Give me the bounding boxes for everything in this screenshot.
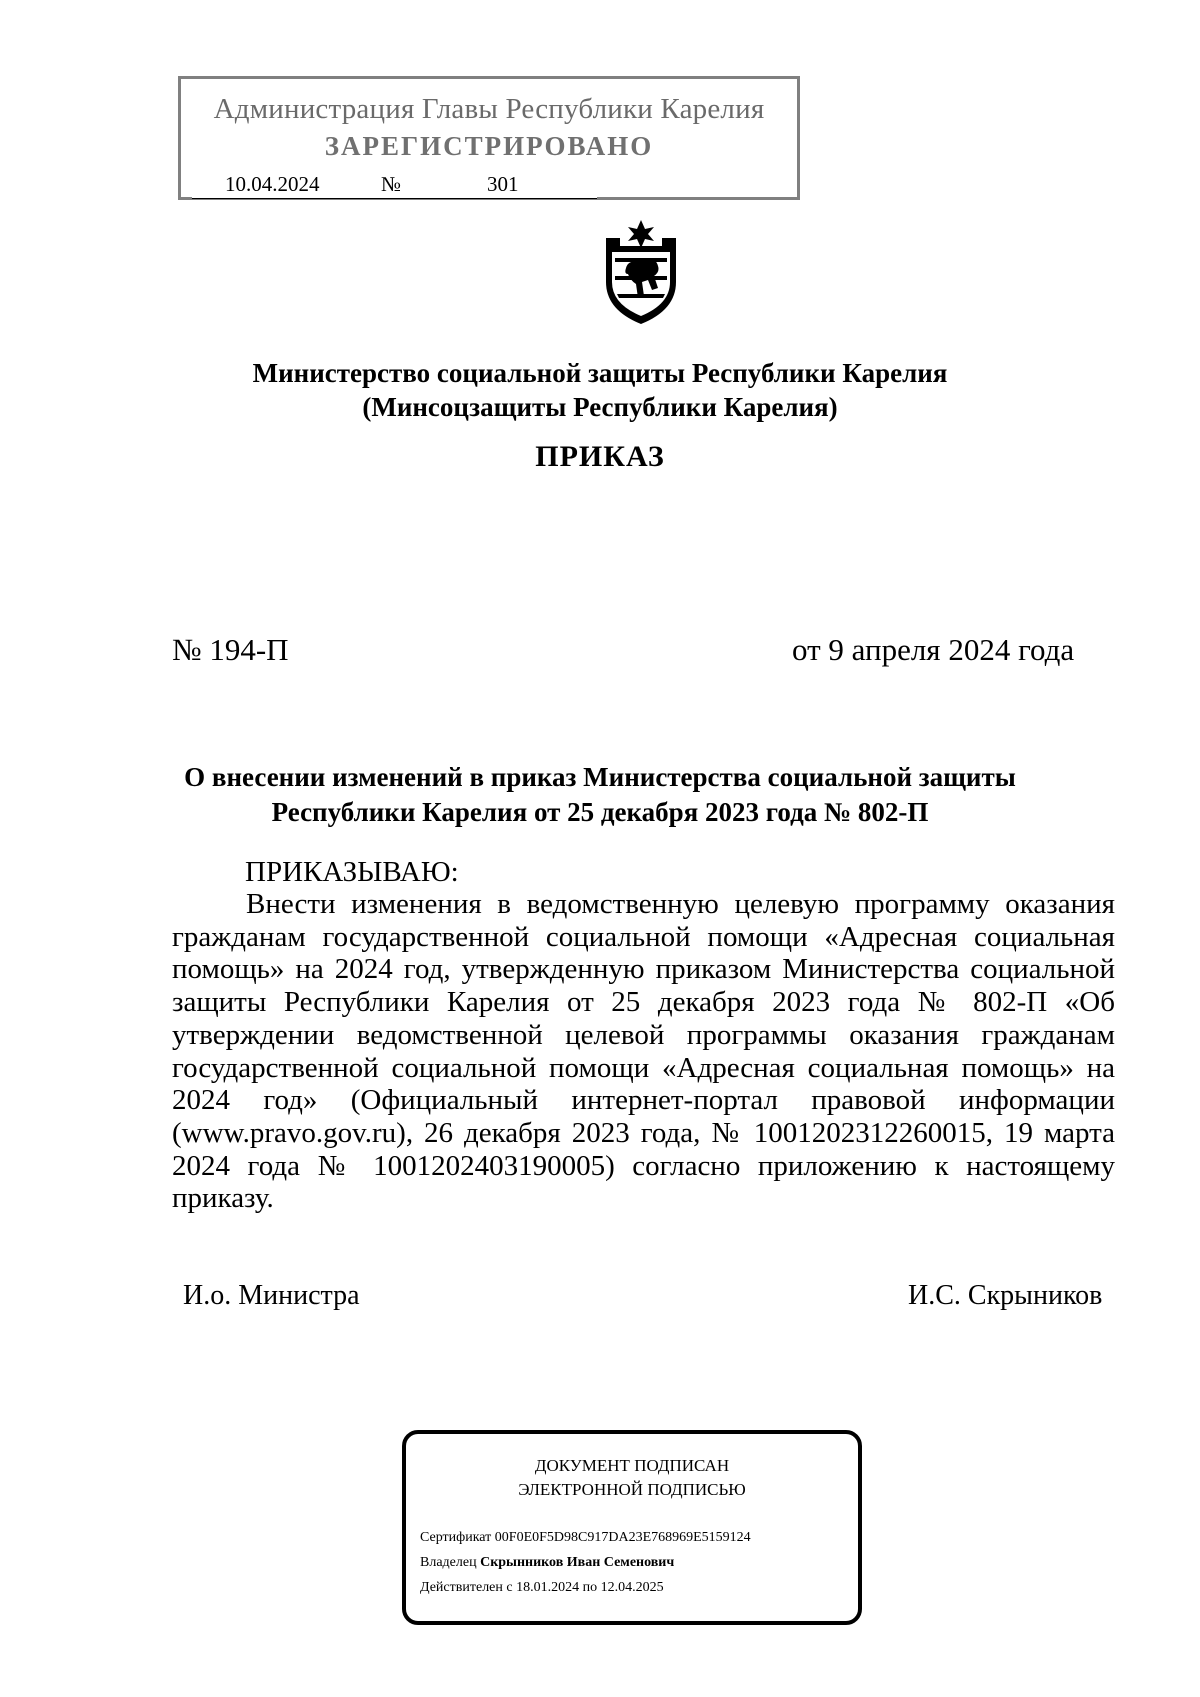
electronic-signature-stamp — [402, 1430, 862, 1625]
stamp-status: ЗАРЕГИСТРИРОВАНО — [324, 131, 654, 161]
esig-line-1: ДОКУМЕНТ ПОДПИСАН — [534, 1456, 730, 1475]
esig-certificate-row — [420, 1530, 751, 1546]
valid-from: 18.01.2024 — [516, 1580, 580, 1595]
subject-line-1: О внесении изменений в приказ Министерства социальной защиты — [184, 762, 1016, 792]
valid-label: Действителен — [420, 1580, 503, 1595]
valid-from-prefix: с — [506, 1580, 513, 1595]
certificate-label: Сертификат — [420, 1530, 492, 1545]
owner-value: Скрынников Иван Семенович — [480, 1555, 675, 1570]
registration-date-row — [192, 172, 597, 199]
registration-number: 301 — [487, 172, 519, 196]
esig-line-2: ЭЛЕКТРОННОЙ ПОДПИСЬЮ — [518, 1480, 746, 1499]
certificate-value: 00F0E0F5D98C917DA23E768969E5159124 — [494, 1530, 751, 1545]
stamp-authority: Администрация Главы Республики Карелия — [213, 93, 765, 125]
karelia-coat-of-arms-icon — [598, 218, 684, 328]
registration-date: 10.04.2024 — [225, 172, 320, 196]
owner-label: Владелец — [420, 1555, 477, 1570]
signatory-name: И.С. Скрыников — [908, 1280, 1103, 1311]
order-date: от 9 апреля 2024 года — [792, 632, 1075, 667]
registration-number-sign: № — [381, 172, 402, 196]
organization-header — [0, 356, 1200, 424]
valid-to-prefix: по — [582, 1580, 598, 1595]
organization-name: Министерство социальной защиты Республики Карелия — [252, 358, 948, 388]
order-subject — [0, 760, 1200, 830]
order-number: № 194-П — [172, 632, 289, 667]
signatory-title: И.о. Министра — [183, 1280, 360, 1311]
subject-line-2: Республики Карелия от 25 декабря 2023 года № 802-П — [271, 797, 929, 827]
directive: ПРИКАЗЫВАЮ: — [245, 856, 459, 888]
document-type: ПРИКАЗ — [535, 440, 665, 473]
esig-owner-row — [420, 1555, 674, 1571]
valid-to: 12.04.2025 — [600, 1580, 664, 1595]
esig-valid-row — [420, 1580, 664, 1596]
order-body: Внести изменения в ведомственную целевую программу оказания гражданам государственной социальной помощи «Адресная социальная помощь» на 2024 год, утвержденную приказом Министерства социальной защиты Республики Карелия от 25 декабря 2023 года № 802-П «Об утверждении ведомственной целевой программы оказания гражданам государственной социальной помощи «Адресная социальная помощь» на 2024 год» (Официальный интернет-портал правовой информации (www.pravo.gov.ru), 26 декабря 2023 года, № 1001202312260015, 19 марта 2024 года № 1001202403190005) согласно приложению к настоящему приказу. — [172, 888, 1115, 1215]
organization-short-name: (Минсоцзащиты Республики Карелия) — [362, 392, 838, 422]
